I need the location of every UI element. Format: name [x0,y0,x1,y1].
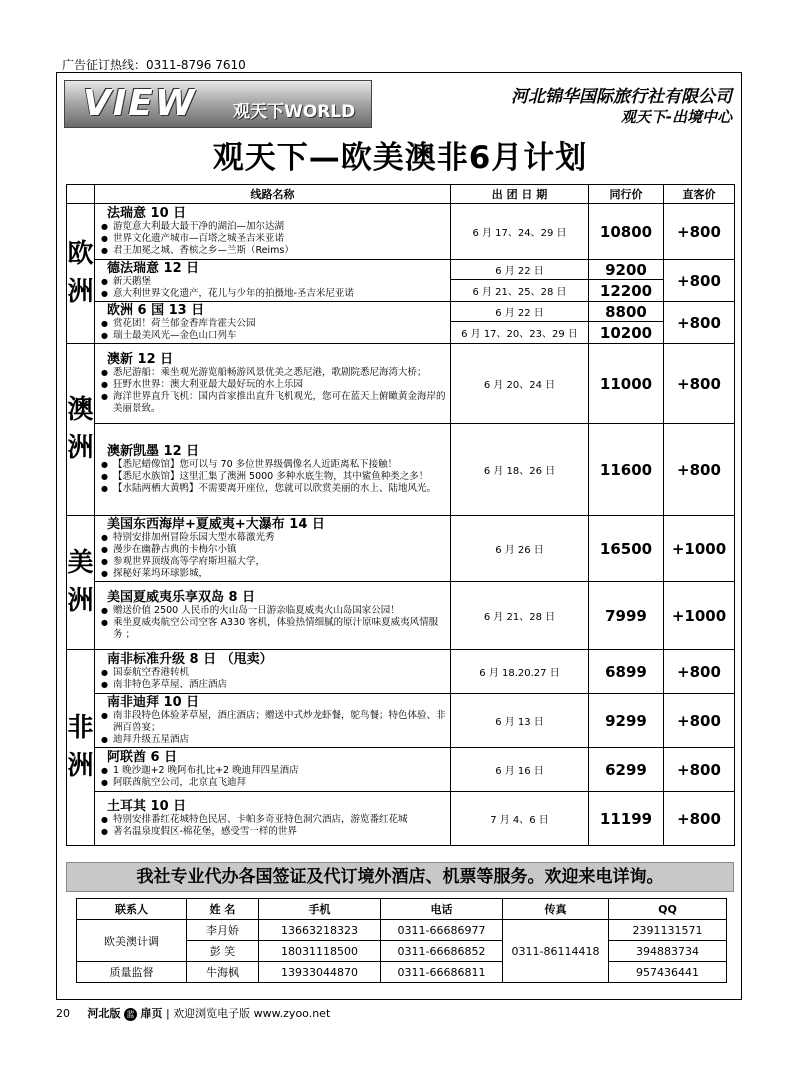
highlight: ● 特别安排加州冒险乐园大型水幕激光秀 [101,532,446,544]
region-australia: 澳洲 [67,344,95,516]
route-cell [95,260,451,302]
contact-phone: 0311-66686977 [381,920,503,941]
contact-row [77,920,727,941]
highlight: ● 南非特色茅草屋、酒庄酒店 [101,679,446,691]
direct-price: +800 [664,344,735,424]
peer-price-header: 同行价 [589,185,664,204]
highlight: ● 【悉尼水族馆】这里汇集了澳洲 5000 多种水底生物，其中鲨鱼种类之多！ [101,471,446,483]
contact-row [77,962,727,983]
departure-date: 6 月 22 日 [451,260,589,280]
page-number: 20 [56,1007,70,1020]
peer-price: 12200 [589,280,664,302]
highlight: ● 国泰航空香港转机 [101,667,446,679]
contact-name: 牛海枫 [187,962,259,983]
contact-header: 手机 [259,899,381,920]
route-title: 澳新 12 日 [107,352,174,367]
highlight: ● 【水陆两栖大黄鸭】不需要离开座位，您就可以欣赏美丽的水上、陆地风光。 [101,483,446,495]
peer-price: 6899 [589,650,664,694]
contact-qq: 2391131571 [609,920,727,941]
region-europe: 欧洲 [67,204,95,344]
peer-price: 9299 [589,694,664,748]
table-row [67,516,735,582]
table-row [67,424,735,516]
contact-mobile: 13933044870 [259,962,381,983]
route-title: 德法瑞意 12 日 [107,261,200,276]
contact-dept: 欧美澳计调 [77,920,187,962]
direct-price: +800 [664,204,735,260]
contact-phone: 0311-66686852 [381,941,503,962]
highlight: ● 意大利世界文化遗产，花儿与少年的拍摄地-圣吉米尼亚诺 [101,288,446,300]
peer-price: 11199 [589,792,664,846]
seal-icon: 蓝 [124,1008,137,1021]
direct-price: +800 [664,650,735,694]
direct-price: +800 [664,302,735,344]
highlight: ● 世界文化遗产城市—百塔之城圣吉米亚诺 [101,233,446,245]
peer-price: 9200 [589,260,664,280]
contact-mobile: 18031118500 [259,941,381,962]
contact-header-row [77,899,727,920]
route-title: 法瑞意 10 日 [107,206,187,221]
direct-price: +800 [664,260,735,302]
peer-price: 16500 [589,516,664,582]
table-row [67,694,735,748]
contact-qq: 394883734 [609,941,727,962]
highlight: ● 南非段特色体验茅草屋，酒庄酒店；赠送中式炒龙虾餐，鸵鸟餐；特色体验、非洲百兽宴； [101,710,446,734]
page-title: 观天下—欧美澳非6月计划 [212,140,588,176]
direct-price: +800 [664,694,735,748]
table-row [67,260,735,280]
section-label: 扉页 [140,1007,163,1020]
departure-date: 6 月 21、25、28 日 [451,280,589,302]
table-row [67,204,735,260]
direct-price: +800 [664,424,735,516]
table-row [67,302,735,322]
route-cell [95,516,451,582]
contact-name: 李月娇 [187,920,259,941]
route-title: 南非标准升级 8 日 （甩卖） [107,652,273,667]
direct-price-header: 直客价 [664,185,735,204]
page-footer: 20 河北版 蓝 扉页 | 欢迎浏览电子版 www.zyoo.net [56,1007,331,1020]
route-cell [95,792,451,846]
departure-date: 6 月 21、28 日 [451,582,589,650]
direct-price: +800 [664,792,735,846]
departure-date: 6 月 18、26 日 [451,424,589,516]
departure-date: 7 月 4、6 日 [451,792,589,846]
highlight: ● 游览意大利最大最干净的湖泊—加尔达湖 [101,221,446,233]
route-title: 美国东西海岸+夏威夷+大瀑布 14 日 [107,517,325,532]
view-logo: VIEW [83,83,197,124]
route-header: 线路名称 [95,185,451,204]
peer-price: 10200 [589,322,664,344]
contact-header: 姓 名 [187,899,259,920]
highlight: ● 乘坐夏威夷航空公司空客 A330 客机，体验热情细腻的原汁原味夏威夷风情服务 ； [101,617,446,641]
direct-price: +800 [664,748,735,792]
route-cell [95,204,451,260]
highlight: ● 特别安排番红花城特色民居、卡帕多奇亚特色洞穴酒店，游览番红花城 [101,814,446,826]
highlight: ● 迪拜升级五星酒店 [101,734,446,746]
route-title: 南非迪拜 10 日 [107,695,200,710]
table-row [67,344,735,424]
highlight: ● 新天鹅堡 [101,276,446,288]
contact-dept: 质量监督 [77,962,187,983]
departure-date: 6 月 17、24、29 日 [451,204,589,260]
highlight: ● 海洋世界直升飞机：国内首家推出直升飞机观光，您可在蓝天上俯瞰黄金海岸的美丽景致。 [101,391,446,415]
company-name: 河北锦华国际旅行社有限公司 [511,87,732,107]
departure-date: 6 月 20、24 日 [451,344,589,424]
ad-hotline: 广告征订热线：0311-8796 7610 [62,58,246,72]
region-africa: 非洲 [67,650,95,846]
route-cell [95,748,451,792]
peer-price: 6299 [589,748,664,792]
peer-price: 10800 [589,204,664,260]
direct-price: +1000 [664,516,735,582]
departure-date: 6 月 26 日 [451,516,589,582]
highlight: ● 悉尼游船：乘坐观光游览船畅游风景优美之悉尼港，歌剧院悉尼海湾大桥； [101,367,446,379]
departure-date: 6 月 18.20.27 日 [451,650,589,694]
peer-price: 7999 [589,582,664,650]
contact-name: 彭 笑 [187,941,259,962]
tour-plan-table [66,184,735,846]
footer-slogan: 欢迎浏览电子版 www.zyoo.net [173,1007,331,1020]
table-row [67,792,735,846]
contact-fax: 0311-86114418 [503,920,609,983]
table-row [67,650,735,694]
peer-price: 11000 [589,344,664,424]
peer-price: 8800 [589,302,664,322]
contact-mobile: 13663218323 [259,920,381,941]
contact-header: 联系人 [77,899,187,920]
contact-header: 传真 [503,899,609,920]
view-world-banner [64,80,372,128]
route-cell [95,650,451,694]
departure-date: 6 月 22 日 [451,302,589,322]
date-header: 出 团 日 期 [451,185,589,204]
departure-date: 6 月 17、20、23、29 日 [451,322,589,344]
view-logo-sub: 观天下WORLD [233,102,356,122]
route-title: 阿联酋 6 日 [107,750,178,765]
highlight: ● 赏花团！荷兰郁金香库肯霍夫公园 [101,318,446,330]
region-header [67,185,95,204]
route-title: 澳新凯墨 12 日 [107,444,200,459]
contact-phone: 0311-66686811 [381,962,503,983]
departure-date: 6 月 13 日 [451,694,589,748]
highlight: ● 著名温泉度假区-棉花堡，感受雪一样的世界 [101,826,446,838]
highlight: ● 君王加冕之城、香槟之乡—兰斯（Reims） [101,245,446,257]
route-cell [95,424,451,516]
highlight: ● 参观世界顶级高等学府斯坦福大学， [101,556,446,568]
route-cell [95,694,451,748]
departure-date: 6 月 16 日 [451,748,589,792]
direct-price: +1000 [664,582,735,650]
route-title: 欧洲 6 国 13 日 [107,303,205,318]
contact-header: 电话 [381,899,503,920]
contact-header: QQ [609,899,727,920]
department-name: 观天下-出境中心 [620,108,732,126]
table-row [67,748,735,792]
highlight: ● 瑞士最美风光—金色山口列车 [101,330,446,342]
edition-label: 河北版 [87,1007,121,1020]
region-america: 美洲 [67,516,95,650]
route-cell [95,302,451,344]
peer-price: 11600 [589,424,664,516]
highlight: ● 1 晚沙迦+2 晚阿布扎比+2 晚迪拜四星酒店 [101,765,446,777]
highlight: ● 【悉尼蜡像馆】您可以与 70 多位世界级偶像名人近距离私下接触！ [101,459,446,471]
highlight: ● 漫步在幽静古典的卡梅尔小镇 [101,544,446,556]
contact-qq: 957436441 [609,962,727,983]
route-title: 美国夏威夷乐享双岛 8 日 [107,590,256,605]
highlight: ● 赠送价值 2500 人民币的火山岛一日游亲临夏威夷火山岛国家公园！ [101,605,446,617]
table-row [67,582,735,650]
highlight: ● 阿联酋航空公司，北京直飞迪拜 [101,777,446,789]
contact-table [76,898,727,983]
route-cell [95,344,451,424]
table-header-row [67,185,735,204]
service-banner: 我社专业代办各国签证及代订境外酒店、机票等服务。欢迎来电详询。 [66,862,734,892]
route-cell [95,582,451,650]
route-title: 土耳其 10 日 [107,799,187,814]
highlight: ● 探秘好莱坞环球影城， [101,568,446,580]
highlight: ● 狂野水世界：澳大利亚最大最好玩的水上乐园 [101,379,446,391]
